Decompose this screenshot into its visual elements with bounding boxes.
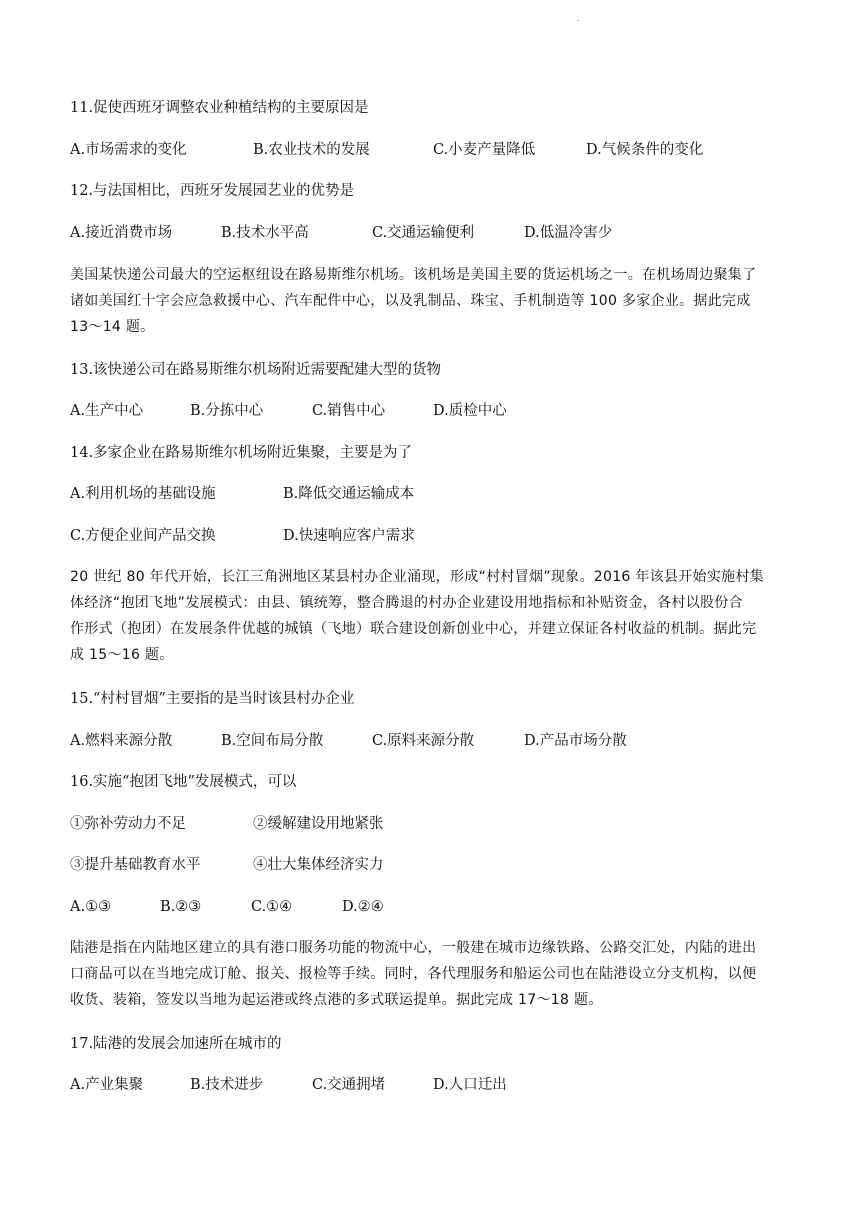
option-c: C.交通运输便利: [372, 225, 475, 241]
passage-line: 13～14 题。: [70, 319, 155, 335]
question-13-options: [0, 401, 860, 421]
question-17-stem: 17.陆港的发展会加速所在城市的: [70, 1036, 282, 1052]
option-c: C.原料来源分散: [372, 733, 475, 749]
passage-line: 收货、装箱，签发以当地为起运港或终点港的多式联运提单。据此完成 17～18 题。: [70, 992, 603, 1008]
passage-17-18: [70, 935, 792, 1013]
statement-1: ①弥补劳动力不足: [70, 816, 186, 832]
passage-line: 口商品可以在当地完成订舱、报关、报检等手续。同时，各代理服务和船运公司也在陆港设立分支机构，以便: [70, 966, 757, 982]
option-b: B.技术进步: [190, 1077, 264, 1093]
question-15-stem: 15.“村村冒烟”主要指的是当时该县村办企业: [70, 691, 355, 707]
option-b: B.技术水平高: [221, 225, 309, 241]
question-13-stem: 13.该快递公司在路易斯维尔机场附近需要配建大型的货物: [70, 362, 442, 378]
option-a: A.①③: [70, 899, 112, 915]
passage-line: 体经济“抱团飞地”发展模式：由县、镇统筹，整合腾退的村办企业建设用地指标和补贴资金，各村以股份合: [70, 595, 743, 611]
question-12-options: [0, 223, 860, 243]
question-14-stem: 14.多家企业在路易斯维尔机场附近集聚，主要是为了: [70, 445, 413, 461]
option-d: D.人口迁出: [433, 1077, 507, 1093]
option-a: A.产业集聚: [70, 1077, 144, 1093]
question-11-stem: 11.促使西班牙调整农业种植结构的主要原因是: [70, 100, 369, 116]
option-a: A.接近消费市场: [70, 225, 173, 241]
passage-line: 20 世纪 80 年代开始，长江三角洲地区某县村办企业涌现，形成“村村冒烟”现象。2016 年该县开始实施村集: [70, 569, 765, 585]
question-11-options: [0, 140, 860, 160]
question-14-options-row2: [0, 526, 860, 546]
question-15-options: [0, 731, 860, 751]
option-a: A.市场需求的变化: [70, 142, 187, 158]
option-a: A.燃料来源分散: [70, 733, 173, 749]
option-b: B.分拣中心: [190, 403, 264, 419]
option-d: D.产品市场分散: [524, 733, 627, 749]
option-b: B.降低交通运输成本: [283, 486, 415, 502]
option-d: D.气候条件的变化: [586, 142, 704, 158]
option-b: B.农业技术的发展: [253, 142, 370, 158]
option-c: C.销售中心: [312, 403, 386, 419]
option-c: C.交通拥堵: [312, 1077, 386, 1093]
option-d: D.低温冷害少: [524, 225, 613, 241]
statement-3: ③提升基础教育水平: [70, 857, 201, 873]
statement-2: ②缓解建设用地紧张: [253, 816, 384, 832]
option-c: C.①④: [251, 899, 293, 915]
option-b: B.②③: [160, 899, 202, 915]
option-d: D.质检中心: [433, 403, 507, 419]
option-d: D.②④: [342, 899, 384, 915]
question-17-options: [0, 1075, 860, 1095]
passage-line: 作形式（抱团）在发展条件优越的城镇（飞地）联合建设创新创业中心，并建立保证各村收益的机制。据此完: [70, 621, 757, 637]
option-a: A.利用机场的基础设施: [70, 486, 216, 502]
passage-line: 诸如美国红十字会应急救援中心、汽车配件中心，以及乳制品、珠宝、手机制造等 100 多家企业。据此完成: [70, 293, 751, 309]
option-a: A.生产中心: [70, 403, 144, 419]
option-b: B.空间布局分散: [221, 733, 324, 749]
question-16-stem: 16.实施“抱团飞地”发展模式，可以: [70, 774, 297, 790]
option-d: D.快速响应客户需求: [283, 528, 415, 544]
passage-13-14: [70, 262, 792, 340]
question-14-options-row1: [0, 484, 860, 504]
option-c: C.方便企业间产品交换: [70, 528, 216, 544]
question-16-statements-row2: [0, 855, 860, 875]
statement-4: ④壮大集体经济实力: [253, 857, 384, 873]
question-12-stem: 12.与法国相比，西班牙发展园艺业的优势是: [70, 183, 355, 199]
page-header-dot: .: [577, 14, 580, 23]
passage-line: 成 15～16 题。: [70, 647, 174, 663]
passage-line: 美国某快递公司最大的空运枢纽设在路易斯维尔机场。该机场是美国主要的货运机场之一。在机场周边聚集了: [70, 267, 757, 283]
passage-line: 陆港是指在内陆地区建立的具有港口服务功能的物流中心，一般建在城市边缘铁路、公路交汇处，内陆的进出: [70, 940, 757, 956]
option-c: C.小麦产量降低: [433, 142, 536, 158]
question-16-statements-row1: [0, 814, 860, 834]
question-16-options: [0, 897, 860, 917]
passage-15-16: [70, 564, 792, 668]
